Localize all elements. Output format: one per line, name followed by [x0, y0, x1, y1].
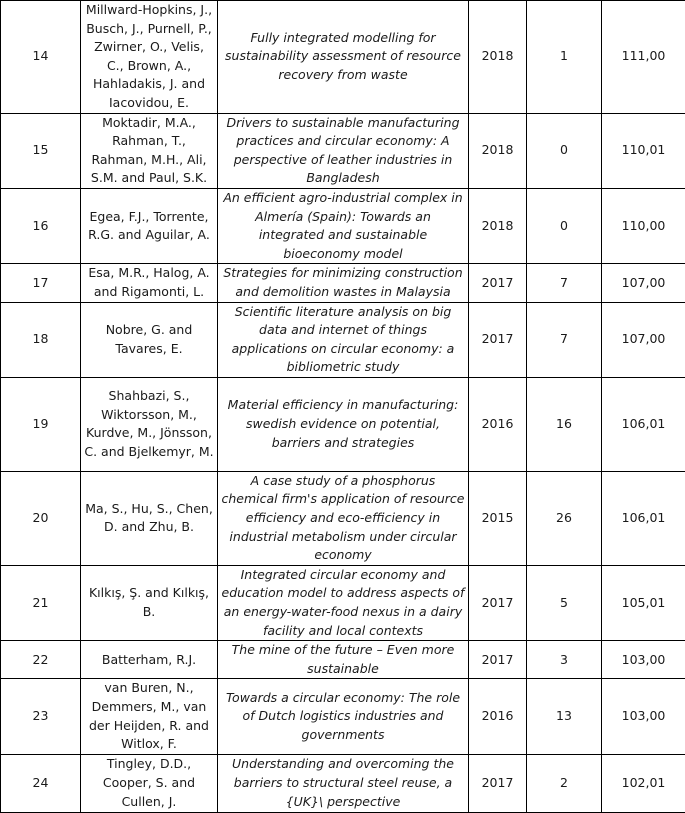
year-cell: 2017 [469, 641, 527, 679]
row-number: 24 [1, 754, 81, 812]
row-number: 23 [1, 679, 81, 754]
authors-cell: Kılkış, Ş. and Kılkış, B. [81, 565, 218, 640]
table-row [1, 679, 685, 754]
table-row [1, 471, 685, 565]
score-cell: 103,00 [602, 679, 685, 754]
authors-cell: Batterham, R.J. [81, 641, 218, 679]
table-row [1, 1, 685, 114]
citations-cell: 7 [527, 264, 602, 302]
table-row [1, 188, 685, 263]
title-cell: The mine of the future – Even more sustainable [218, 641, 469, 679]
year-cell: 2018 [469, 1, 527, 114]
authors-cell: Moktadir, M.A., Rahman, T., Rahman, M.H., Ali, S.M. and Paul, S.K. [81, 113, 218, 188]
score-cell: 105,01 [602, 565, 685, 640]
table-row [1, 641, 685, 679]
year-cell: 2016 [469, 679, 527, 754]
authors-cell: Egea, F.J., Torrente, R.G. and Aguilar, A. [81, 188, 218, 263]
score-cell: 110,00 [602, 188, 685, 263]
year-cell: 2018 [469, 188, 527, 263]
year-cell: 2017 [469, 264, 527, 302]
authors-cell: Shahbazi, S., Wiktorsson, M., Kurdve, M., Jönsson, C. and Bjelkemyr, M. [81, 377, 218, 471]
year-cell: 2017 [469, 565, 527, 640]
year-cell: 2017 [469, 302, 527, 377]
table-row [1, 565, 685, 640]
year-cell: 2016 [469, 377, 527, 471]
year-cell: 2018 [469, 113, 527, 188]
score-cell: 103,00 [602, 641, 685, 679]
citations-cell: 2 [527, 754, 602, 812]
citations-cell: 0 [527, 113, 602, 188]
score-cell: 111,00 [602, 1, 685, 114]
title-cell: Strategies for minimizing construction and demolition wastes in Malaysia [218, 264, 469, 302]
title-cell: Fully integrated modelling for sustainability assessment of resource recovery from waste [218, 1, 469, 114]
title-cell: Scientific literature analysis on big data and internet of things applications on circular economy: a bibliometric study [218, 302, 469, 377]
row-number: 21 [1, 565, 81, 640]
title-cell: A case study of a phosphorus chemical firm's application of resource efficiency and eco-efficiency in industrial metabolism under circular economy [218, 471, 469, 565]
table-row [1, 302, 685, 377]
authors-cell: van Buren, N., Demmers, M., van der Heijden, R. and Witlox, F. [81, 679, 218, 754]
authors-cell: Nobre, G. and Tavares, E. [81, 302, 218, 377]
title-cell: Integrated circular economy and education model to address aspects of an energy-water-food nexus in a dairy facility and local contexts [218, 565, 469, 640]
title-cell: Drivers to sustainable manufacturing practices and circular economy: A perspective of leather industries in Bangladesh [218, 113, 469, 188]
score-cell: 107,00 [602, 302, 685, 377]
authors-cell: Millward-Hopkins, J., Busch, J., Purnell, P., Zwirner, O., Velis, C., Brown, A., Hahladakis, J. and Iacovidou, E. [81, 1, 218, 114]
title-cell: An efficient agro-industrial complex in Almería (Spain): Towards an integrated and sustainable bioeconomy model [218, 188, 469, 263]
authors-cell: Ma, S., Hu, S., Chen, D. and Zhu, B. [81, 471, 218, 565]
score-cell: 106,01 [602, 471, 685, 565]
table-row [1, 264, 685, 302]
citations-cell: 13 [527, 679, 602, 754]
citations-cell: 16 [527, 377, 602, 471]
score-cell: 102,01 [602, 754, 685, 812]
row-number: 20 [1, 471, 81, 565]
citations-cell: 3 [527, 641, 602, 679]
citations-cell: 1 [527, 1, 602, 114]
citations-cell: 0 [527, 188, 602, 263]
citations-cell: 26 [527, 471, 602, 565]
row-number: 19 [1, 377, 81, 471]
year-cell: 2015 [469, 471, 527, 565]
row-number: 14 [1, 1, 81, 114]
citations-cell: 7 [527, 302, 602, 377]
score-cell: 107,00 [602, 264, 685, 302]
table-row [1, 754, 685, 812]
row-number: 17 [1, 264, 81, 302]
row-number: 16 [1, 188, 81, 263]
authors-cell: Tingley, D.D., Cooper, S. and Cullen, J. [81, 754, 218, 812]
citations-cell: 5 [527, 565, 602, 640]
title-cell: Towards a circular economy: The role of Dutch logistics industries and governments [218, 679, 469, 754]
score-cell: 110,01 [602, 113, 685, 188]
authors-cell: Esa, M.R., Halog, A. and Rigamonti, L. [81, 264, 218, 302]
row-number: 18 [1, 302, 81, 377]
table-row [1, 377, 685, 471]
year-cell: 2017 [469, 754, 527, 812]
row-number: 22 [1, 641, 81, 679]
score-cell: 106,01 [602, 377, 685, 471]
row-number: 15 [1, 113, 81, 188]
table-row [1, 113, 685, 188]
title-cell: Understanding and overcoming the barriers to structural steel reuse, a {UK}\ perspective [218, 754, 469, 812]
title-cell: Material efficiency in manufacturing: swedish evidence on potential, barriers and strategies [218, 377, 469, 471]
